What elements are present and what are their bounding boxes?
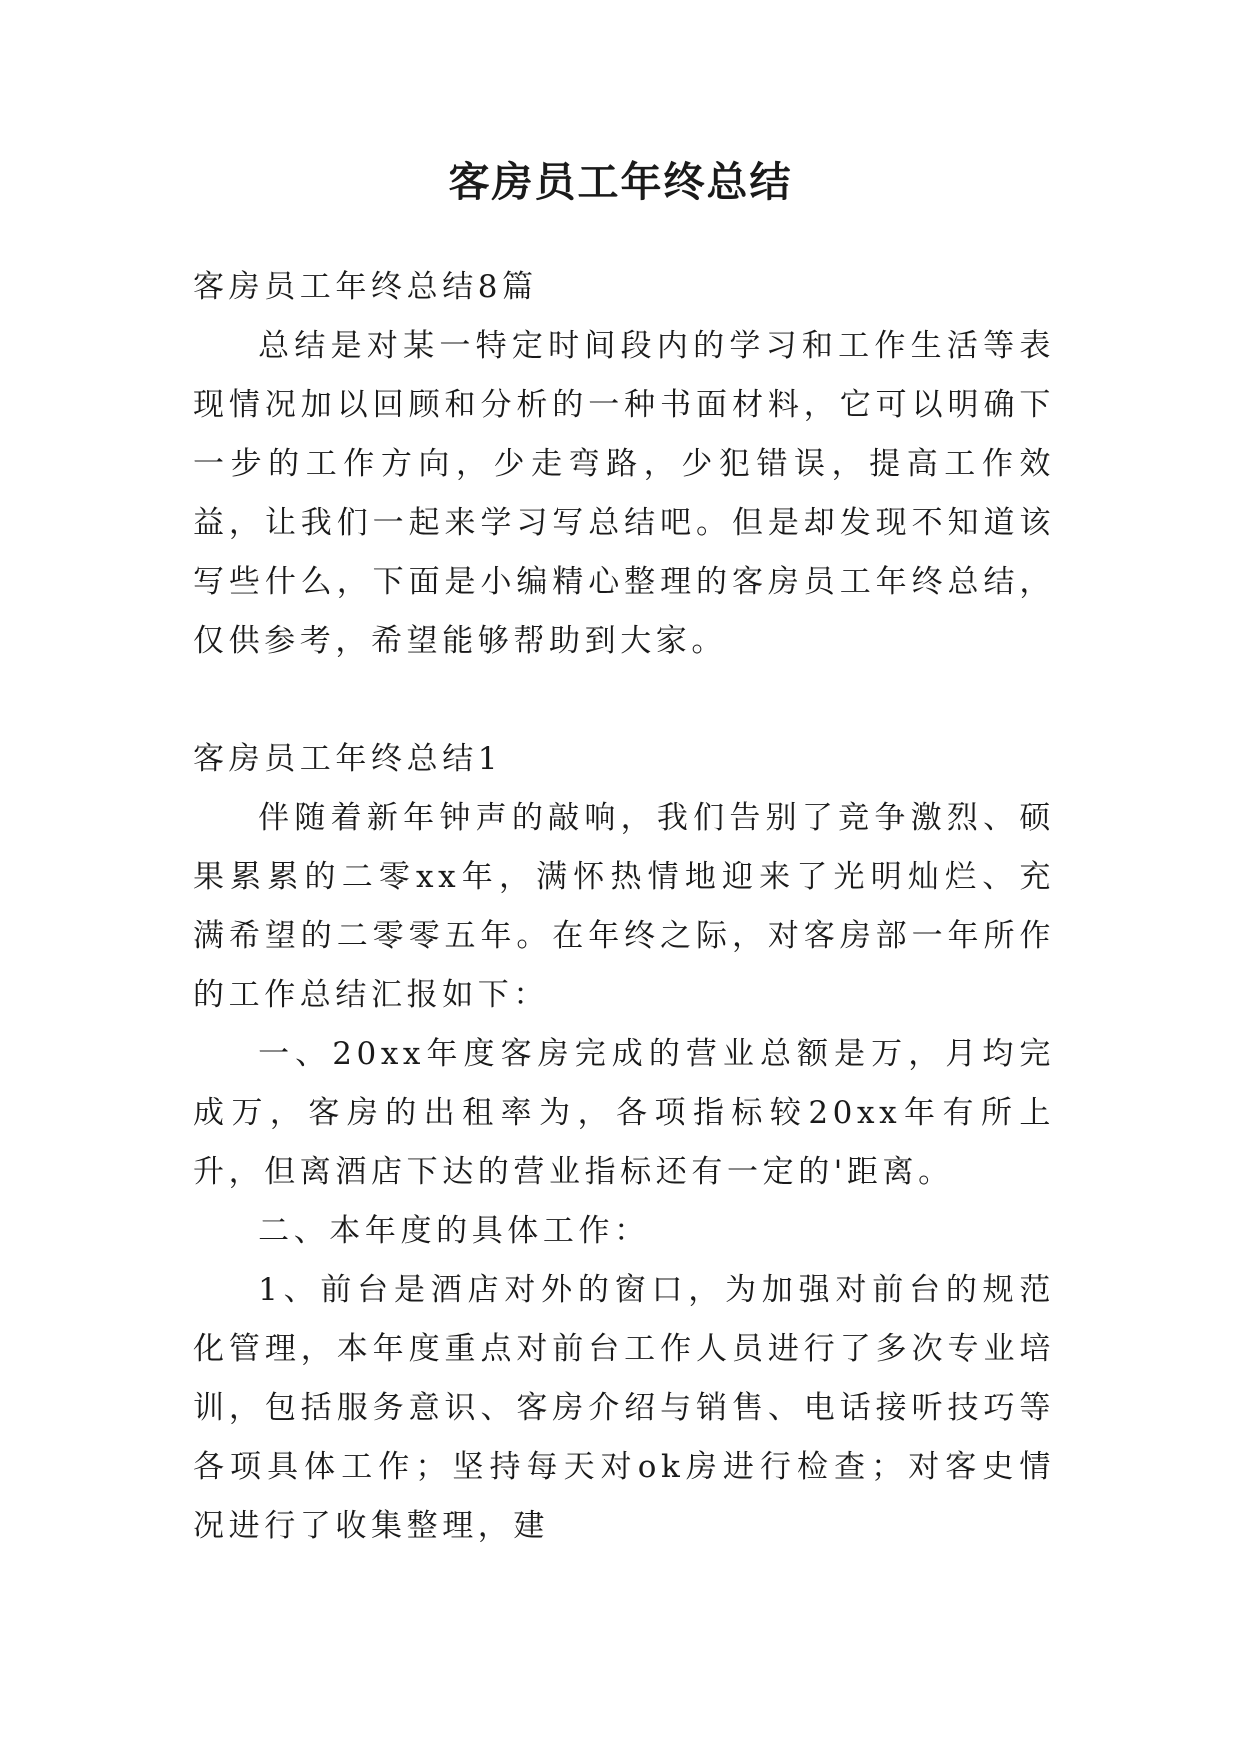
section-1-heading: 客房员工年终总结1 (193, 741, 503, 777)
section-1-paragraph: 二、本年度的具体工作： (258, 1213, 650, 1249)
section-1-paragraph: 1、前台是酒店对外的窗口，为加强对前台的规范化管理，本年度重点对前台工作人员进行了多次专业培训，包括服务意识、客房介绍与销售、电话接听技巧等各项具体工作；坚持每天对ok房进行检查；对客史情况进行了收集整理，建 (193, 1272, 1055, 1544)
section-1-paragraph: 伴随着新年钟声的敲响，我们告别了竞争激烈、硕果累累的二零xx年，满怀热情地迎来了光明灿烂、充满希望的二零零五年。在年终之际，对客房部一年所作的工作总结汇报如下： (193, 800, 1055, 1013)
document-title: 客房员工年终总结 (448, 158, 793, 206)
intro-section (193, 258, 1055, 671)
section-1-paragraph: 一、20xx年度客房完成的营业总额是万，月均完成万，客房的出租率为，各项指标较20xx年有所上升，但离酒店下达的营业指标还有一定的'距离。 (193, 1036, 1055, 1190)
intro-paragraph: 总结是对某一特定时间段内的学习和工作生活等表现情况加以回顾和分析的一种书面材料，它可以明确下一步的工作方向，少走弯路，少犯错误，提高工作效益，让我们一起来学习写总结吧。但是却发现不知道该写些什么，下面是小编精心整理的客房员工年终总结，仅供参考，希望能够帮助到大家。 (193, 328, 1055, 659)
intro-heading: 客房员工年终总结8篇 (193, 269, 538, 305)
section-1 (193, 730, 1055, 1556)
